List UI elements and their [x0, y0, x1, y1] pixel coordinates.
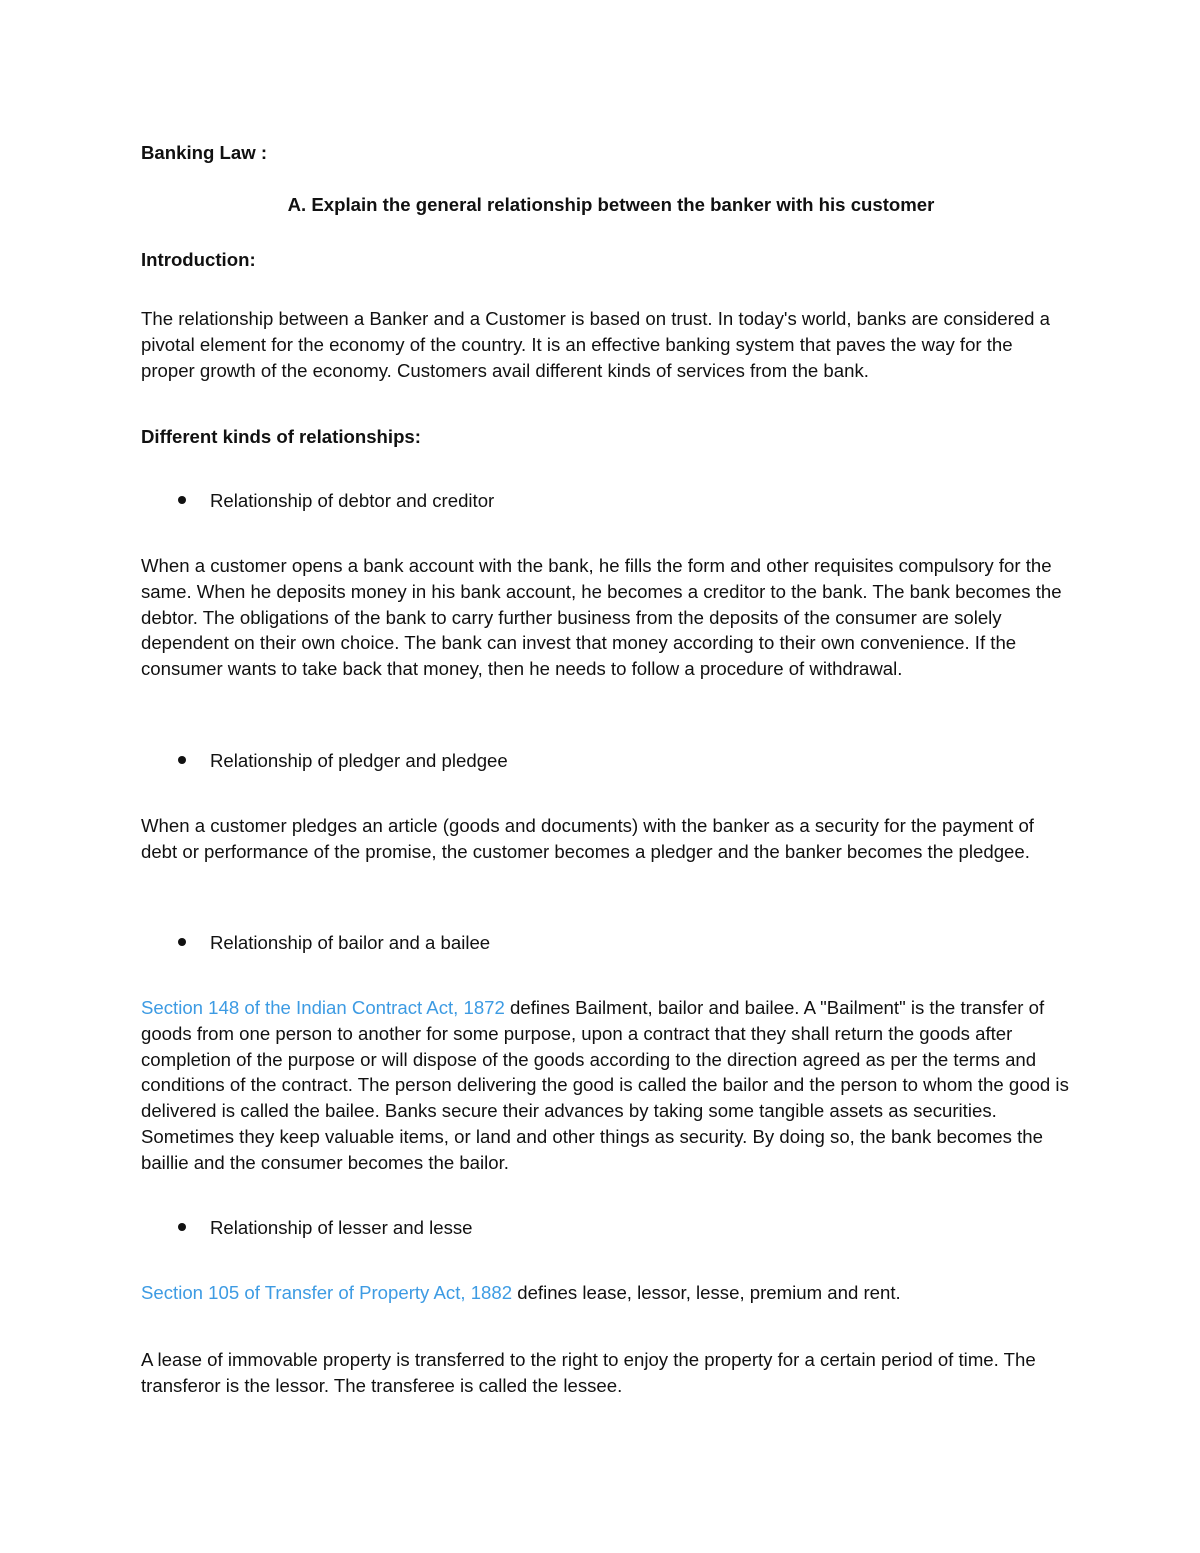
bullet-lesser-lesse: [178, 1215, 473, 1241]
lease-definition-text: defines lease, lessor, lesse, premium and rent.: [512, 1282, 901, 1303]
bullet-debtor-creditor: [178, 488, 494, 514]
bullet-dot: [178, 1223, 186, 1231]
section-148-link[interactable]: Section 148 of the Indian Contract Act, 1872: [141, 997, 505, 1018]
bullet-pledger-pledgee: [178, 748, 508, 774]
bullet-label: Relationship of pledger and pledgee: [210, 750, 508, 771]
bullet-label: Relationship of bailor and a bailee: [210, 932, 491, 953]
lease-paragraph: A lease of immovable property is transferred to the right to enjoy the property for a certain period of time. The transferor is the lessor. The transferee is called the lessee.: [141, 1349, 1036, 1396]
question-heading: A. Explain the general relationship between the banker with his customer: [287, 194, 935, 215]
bailment-text: defines Bailment, bailor and bailee. A "Bailment" is the transfer of goods from one person to another for some purpose, upon a contract that they shall return the goods after completion of the purpose or will dispose of the goods according to the direction agreed as per the terms and conditions of the contract. The person delivering the good is called the bailor and the person to whom the good is delivered is called the bailee. Banks secure their advances by taking some tangible assets as securities. Sometimes they keep valuable items, or land and other things as security. By doing so, the bank becomes the baillie and the consumer becomes the bailor.: [141, 997, 1069, 1173]
bullet-label: Relationship of debtor and creditor: [210, 490, 495, 511]
bullet-dot: [178, 496, 186, 504]
document-title: Banking Law :: [141, 142, 268, 163]
bullet-bailor-bailee: [178, 930, 490, 956]
bullet-label: Relationship of lesser and lesse: [210, 1217, 473, 1238]
introduction-paragraph: The relationship between a Banker and a Customer is based on trust. In today's world, banks are considered a pivotal element for the economy of the country. It is an effective banking system that paves the way for the proper growth of the economy. Customers avail different kinds of services from the bank.: [141, 308, 1050, 381]
introduction-heading: Introduction:: [141, 249, 256, 270]
relationships-heading: Different kinds of relationships:: [141, 426, 421, 447]
debtor-creditor-paragraph: When a customer opens a bank account with the bank, he fills the form and other requisites compulsory for the same. When he deposits money in his bank account, he becomes a creditor to the bank. The bank becomes the debtor. The obligations of the bank to carry further business from the deposits of the consumer are solely dependent on their own choice. The bank can invest that money according to their own convenience. If the consumer wants to take back that money, then he needs to follow a procedure of withdrawal.: [141, 555, 1062, 680]
bailor-bailee-paragraph: [141, 995, 1071, 1176]
bullet-dot: [178, 938, 186, 946]
section-105-link[interactable]: Section 105 of Transfer of Property Act, 1882: [141, 1282, 513, 1303]
lease-definition-paragraph: [141, 1280, 1071, 1306]
bullet-dot: [178, 756, 186, 764]
pledger-pledgee-paragraph: When a customer pledges an article (goods and documents) with the banker as a security for the payment of debt or performance of the promise, the customer becomes a pledger and the banker becomes the pledgee.: [141, 815, 1034, 862]
